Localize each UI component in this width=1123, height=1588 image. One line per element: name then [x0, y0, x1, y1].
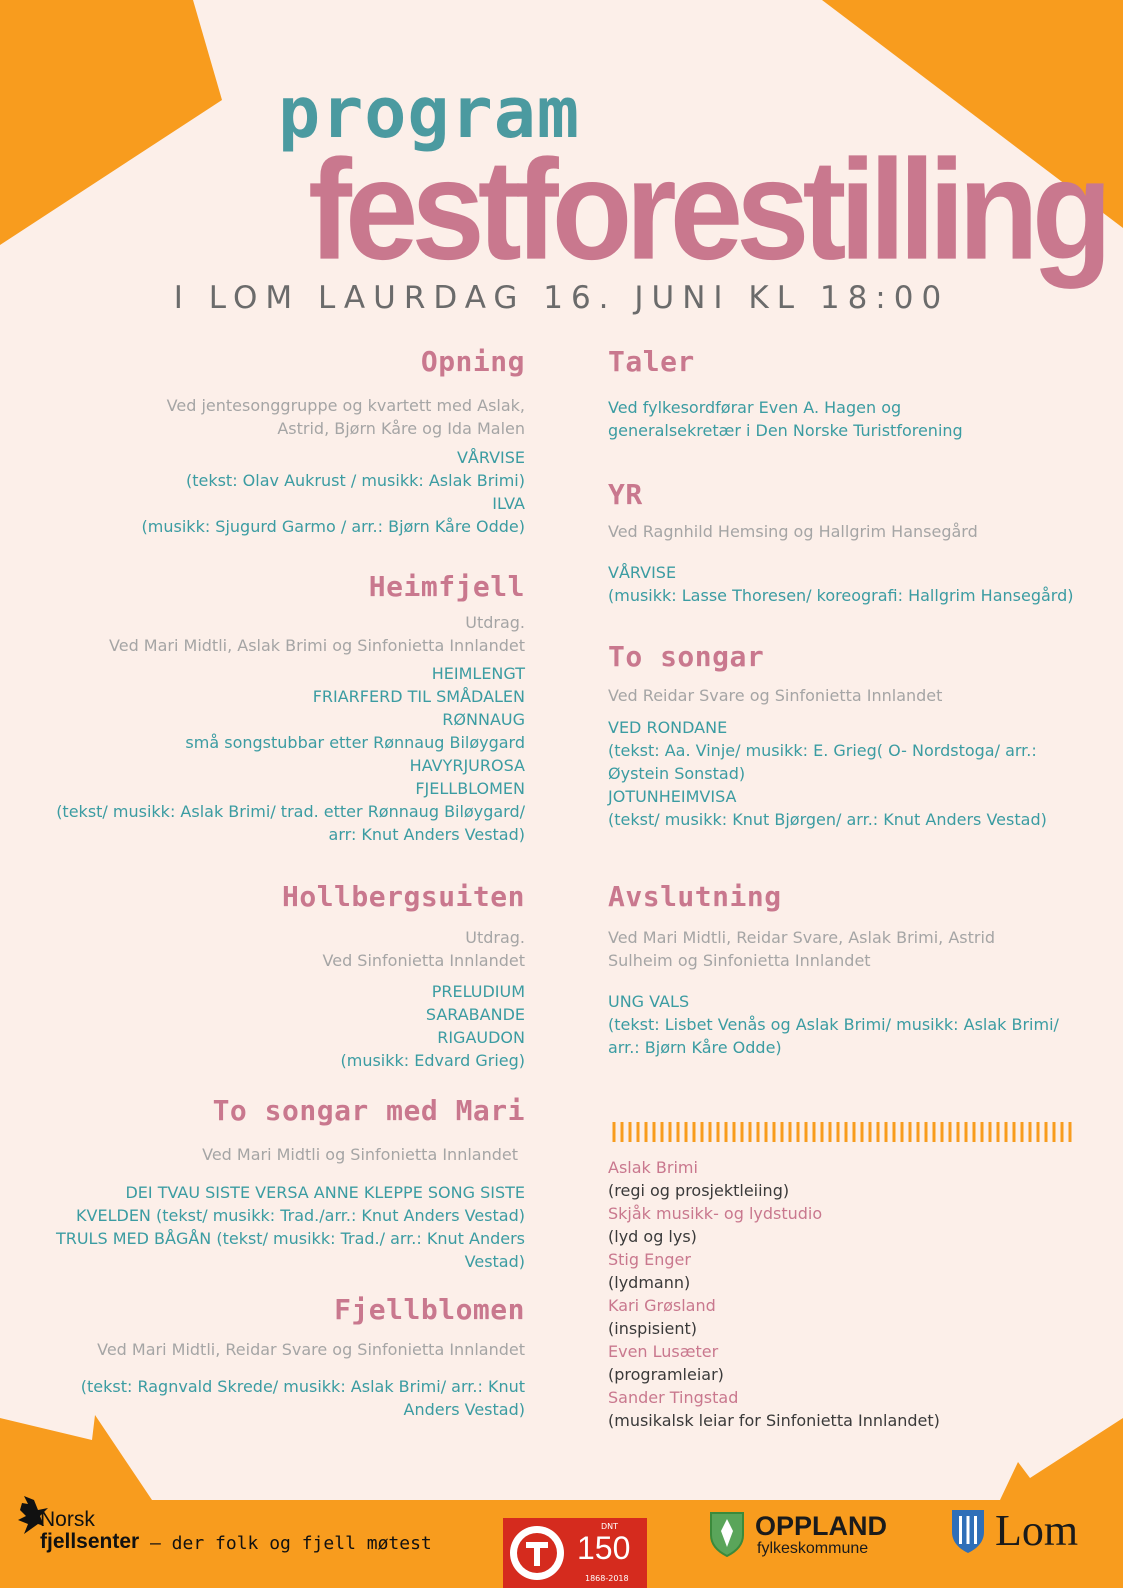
norsk-fjellsenter-logo — [40, 1509, 139, 1553]
section-items-fjellblomen: (tekst: Ragnvald Skrede/ musikk: Aslak Brimi/ arr.: Knut Anders Vestad) — [80, 1377, 525, 1419]
oppland-shield-icon — [709, 1511, 745, 1557]
tagline: – der folk og fjell møtest — [150, 1533, 432, 1554]
logo-norsk: Norsk — [40, 1508, 95, 1531]
section-items-taler: Ved fylkesordførar Even A. Hagen og generalsekretær i Den Norske Turistforening — [608, 398, 963, 440]
top-left-shape — [0, 0, 222, 245]
section-items-yr: VÅRVISE (musikk: Lasse Thoresen/ koreografi: Hallgrim Hansegård) — [608, 563, 1074, 605]
dnt-logo — [503, 1518, 647, 1588]
fylkeskommune-label: fylkeskommune — [757, 1540, 869, 1557]
dashed-divider-lines — [614, 1122, 1070, 1142]
credit-role: (musikalsk leiar for Sinfonietta Innlandet) — [608, 1411, 940, 1430]
section-desc-to-songar: Ved Reidar Svare og Sinfonietta Innlandet — [608, 686, 943, 705]
section-desc-hollbergsuiten: Utdrag. Ved Sinfonietta Innlandet — [322, 928, 525, 970]
logo-fjellsenter: fjellsenter — [40, 1530, 140, 1553]
section-desc-to-songar-med-mari: Ved Mari Midtli og Sinfonietta Innlandet — [202, 1145, 518, 1164]
event-date: I LOM LAURDAG 16. JUNI KL 18:00 — [173, 280, 950, 316]
section-heading-taler: Taler — [608, 345, 695, 378]
credit-name: Sander Tingstad — [608, 1388, 739, 1407]
section-items-heimfjell: HEIMLENGT FRIARFERD TIL SMÅDALEN RØNNAUG små songstubbar etter Rønnaug Biløygard HAVYRJUROSA FJELLBLOMEN (tekst/ musikk: Aslak Brimi/ trad. etter Rønnaug Biløygard/ arr: Knut Anders Vestad) — [56, 664, 525, 844]
section-items-avslutning: UNG VALS (tekst: Lisbet Venås og Aslak Brimi/ musikk: Aslak Brimi/ arr.: Bjørn Kåre Odde) — [608, 992, 1059, 1057]
section-heading-hollbergsuiten: Hollbergsuiten — [281, 880, 525, 913]
credit-name: Aslak Brimi — [608, 1158, 698, 1177]
credits-list — [608, 1156, 1088, 1432]
credit-role: (regi og prosjektleiing) — [608, 1181, 790, 1200]
dnt-t-icon — [507, 1523, 567, 1583]
page-title: festforestilling — [308, 130, 1106, 289]
lom-shield-icon — [950, 1508, 986, 1554]
section-desc-heimfjell: Utdrag. Ved Mari Midtli, Aslak Brimi og Sinfonietta Innlandet — [109, 613, 525, 655]
credit-name: Stig Enger — [608, 1250, 691, 1269]
credit-name: Even Lusæter — [608, 1342, 719, 1361]
section-heading-to-songar: To songar — [608, 640, 765, 673]
dnt-150: 150 — [577, 1530, 631, 1566]
section-desc-yr: Ved Ragnhild Hemsing og Hallgrim Hansegård — [608, 522, 978, 541]
section-items-to-songar: VED RONDANE (tekst: Aa. Vinje/ musikk: E. Grieg( O- Nordstoga/ arr.: Øystein Sonstad) JOTUNHEIMVISA (tekst/ musikk: Knut Bjørgen/ arr.: Knut Anders Vestad) — [608, 718, 1047, 829]
section-items-opning: VÅRVISE (tekst: Olav Aukrust / musikk: Aslak Brimi) ILVA (musikk: Sjugurd Garmo / arr.: Bjørn Kåre Odde) — [141, 448, 525, 536]
section-heading-heimfjell: Heimfjell — [368, 570, 525, 603]
section-desc-fjellblomen: Ved Mari Midtli, Reidar Svare og Sinfonietta Innlandet — [97, 1340, 525, 1359]
dnt-years: 1868-2018 — [585, 1574, 629, 1583]
credit-name: Kari Grøsland — [608, 1296, 716, 1315]
section-items-to-songar-med-mari: DEI TVAU SISTE VERSA ANNE KLEPPE SONG SISTE KVELDEN (tekst/ musikk: Trad./arr.: Knut Anders Vestad) TRULS MED BÅGÅN (tekst/ musikk: Trad./ arr.: Knut Anders Vestad) — [55, 1183, 525, 1271]
section-desc-avslutning: Ved Mari Midtli, Reidar Svare, Aslak Brimi, Astrid Sulheim og Sinfonietta Innlandet — [608, 928, 996, 970]
section-heading-avslutning: Avslutning — [608, 880, 782, 913]
oppland-logo: OPPLAND — [755, 1511, 888, 1541]
lom-logo: Lom — [995, 1506, 1079, 1555]
credit-role: (programleiar) — [608, 1365, 724, 1384]
section-items-hollbergsuiten: PRELUDIUM SARABANDE RIGAUDON (musikk: Edvard Grieg) — [340, 982, 525, 1070]
credit-name: Skjåk musikk- og lydstudio — [608, 1204, 823, 1223]
dnt-label: DNT — [601, 1522, 619, 1531]
section-desc-opning: Ved jentesonggruppe og kvartett med Aslak, Astrid, Bjørn Kåre og Ida Malen — [166, 396, 525, 438]
dashed-divider — [612, 1122, 1072, 1142]
credit-role: (lyd og lys) — [608, 1227, 697, 1246]
section-heading-yr: YR — [608, 478, 643, 511]
section-heading-opning: Opning — [420, 345, 525, 378]
program-label: program — [278, 72, 581, 154]
section-heading-fjellblomen: Fjellblomen — [334, 1293, 525, 1326]
section-heading-to-songar-med-mari: To songar med Mari — [212, 1094, 525, 1127]
credit-role: (inspisient) — [608, 1319, 698, 1338]
credit-role: (lydmann) — [608, 1273, 691, 1292]
